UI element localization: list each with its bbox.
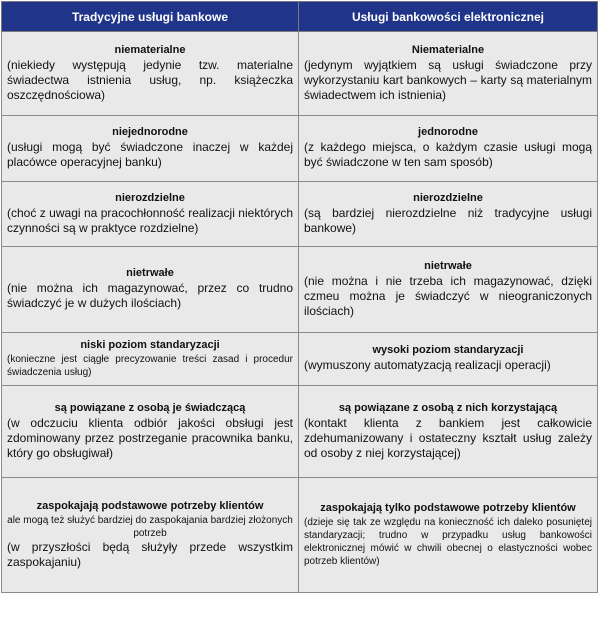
table-row — [2, 386, 598, 478]
cell-body: (usługi mogą być świadczone inaczej w każdej placówce operacyjnej banku) — [7, 140, 293, 169]
cell-body: (w przyszłości będą służyły przede wszystkim zaspokajaniu) — [7, 539, 293, 569]
cell-title: Niematerialne — [411, 43, 485, 56]
cell-body: (nie można i nie trzeba ich magazynować, dzięki czmeu można je świadczyć w nieograniczonych ilościach) — [304, 273, 592, 318]
cell-traditional — [2, 333, 299, 386]
cell-body: (choć z uwagi na pracochłonność realizacji niektórych czynności są w praktyce rozdzielne) — [7, 205, 293, 235]
cell-body: (wymuszony automatyzacją realizacji operacji) — [304, 358, 551, 372]
cell-title: zaspokajają podstawowe potrzeby klientów — [36, 499, 264, 512]
cell-body: (konieczne jest ciągłe precyzowanie treści zasad i procedur świadczenia usług) — [7, 353, 293, 378]
cell-title: niski poziom standaryzacji — [80, 338, 220, 351]
cell-title: nietrwałe — [424, 259, 472, 272]
cell-traditional — [2, 478, 299, 593]
cell-body: (w odczuciu klienta odbiór jakości obsługi jest zdominowany przez postrzeganie pracownika banku, który go obsługiwał) — [7, 415, 293, 460]
cell-title: jednorodne — [418, 126, 478, 138]
comparison-table — [1, 1, 598, 593]
cell-traditional — [2, 116, 299, 182]
cell-title: niejednorodne — [112, 126, 188, 138]
cell-traditional — [2, 32, 299, 116]
cell-traditional — [2, 386, 299, 478]
table-row — [2, 32, 598, 116]
table-row — [2, 182, 598, 247]
cell-electronic — [299, 32, 598, 116]
cell-electronic — [299, 386, 598, 478]
table-row — [2, 116, 598, 182]
cell-body: (kontakt klienta z bankiem jest całkowicie zdehumanizowany i ostateczny kształt usług zależy od osoby z niej korzystającej) — [304, 415, 592, 460]
cell-body: (dzieje się tak ze względu na konieczność ich daleko posuniętej standaryzacji; trudno w przypadku usług bankowości elektronicznej mówić w chwili obecnej o elastyczności wobec potrzeb klientów) — [304, 516, 592, 567]
cell-body: (są bardziej nierozdzielne niż tradycyjne usługi bankowe) — [304, 205, 592, 235]
table-row — [2, 478, 598, 593]
cell-electronic — [299, 333, 598, 386]
header-electronic: Usługi bankowości elektronicznej — [299, 2, 598, 32]
table-header-row — [2, 2, 598, 32]
cell-title: nietrwałe — [126, 267, 174, 279]
cell-traditional — [2, 247, 299, 333]
cell-body: (z każdego miejsca, o każdym czasie usługi mogą być świadczone w ten sam sposób) — [304, 140, 592, 169]
cell-body: (jedynym wyjątkiem są usługi świadczone przy wykorzystaniu kart bankowych – karty są materialnym świadectwem ich istnienia) — [304, 57, 592, 102]
table-row — [2, 247, 598, 333]
table-row — [2, 333, 598, 386]
cell-title: wysoki poziom standaryzacji — [372, 344, 524, 356]
cell-title: zaspokajają tylko podstawowe potrzeby klientów — [320, 501, 576, 514]
cell-title: są powiązane z osobą je świadczącą — [54, 401, 246, 414]
cell-subtitle: ale mogą też służyć bardziej do zaspokajania bardziej złożonych potrzeb — [7, 514, 293, 539]
cell-electronic — [299, 116, 598, 182]
cell-body: (nie można ich magazynować, przez co trudno świadczyć je w dużych ilościach) — [7, 281, 293, 310]
cell-title: są powiązane z osobą z nich korzystającą — [338, 401, 558, 414]
cell-title: nierozdzielne — [115, 191, 185, 204]
cell-traditional — [2, 182, 299, 247]
cell-electronic — [299, 182, 598, 247]
cell-electronic — [299, 247, 598, 333]
cell-electronic — [299, 478, 598, 593]
cell-title: nierozdzielne — [413, 191, 483, 204]
cell-body: (niekiedy występują jedynie tzw. materialne świadectwa istnienia usług, np. książeczka oszczędnościowa) — [7, 57, 293, 102]
cell-title: niematerialne — [114, 43, 186, 56]
header-traditional: Tradycyjne usługi bankowe — [2, 2, 299, 32]
